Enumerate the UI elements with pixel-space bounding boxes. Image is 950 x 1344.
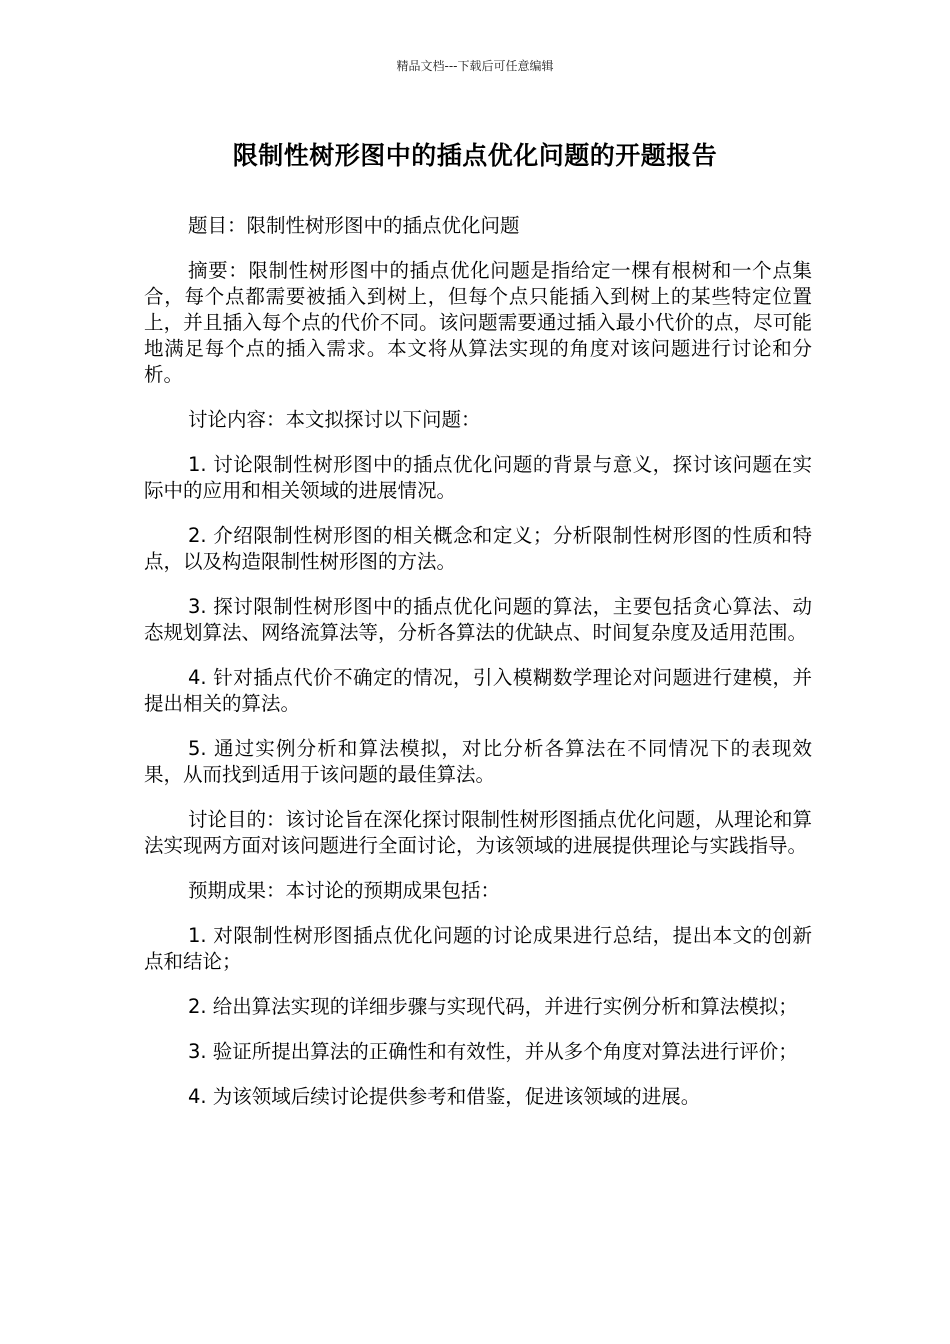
paragraph-content-item-2: 2. 介绍限制性树形图的相关概念和定义；分析限制性树形图的性质和特点，以及构造限制性树形图的方法。 bbox=[144, 524, 812, 573]
paragraph-topic: 题目：限制性树形图中的插点优化问题 bbox=[188, 214, 520, 237]
paragraph-outcome-item-4: 4. 为该领域后续讨论提供参考和借鉴，促进该领域的进展。 bbox=[188, 1085, 701, 1108]
paragraph-content-item-1: 1. 讨论限制性树形图中的插点优化问题的背景与意义，探讨该问题在实际中的应用和相关领域的进展情况。 bbox=[144, 453, 812, 502]
paragraph-outcome-item-2: 2. 给出算法实现的详细步骤与实现代码，并进行实例分析和算法模拟； bbox=[188, 995, 798, 1018]
paragraph-content-item-3: 3. 探讨限制性树形图中的插点优化问题的算法，主要包括贪心算法、动态规划算法、网络流算法等，分析各算法的优缺点、时间复杂度及适用范围。 bbox=[144, 595, 812, 644]
paragraph-content-item-4: 4. 针对插点代价不确定的情况，引入模糊数学理论对问题进行建模，并提出相关的算法。 bbox=[144, 666, 812, 715]
paragraph-purpose: 讨论目的：该讨论旨在深化探讨限制性树形图插点优化问题，从理论和算法实现两方面对该问题进行全面讨论，为该领域的进展提供理论与实践指导。 bbox=[144, 808, 813, 857]
document-title: 限制性树形图中的插点优化问题的开题报告 bbox=[232, 141, 718, 170]
paragraph-content-item-5: 5. 通过实例分析和算法模拟，对比分析各算法在不同情况下的表现效果，从而找到适用于该问题的最佳算法。 bbox=[144, 737, 812, 786]
paragraph-outcome-item-3: 3. 验证所提出算法的正确性和有效性，并从多个角度对算法进行评价； bbox=[188, 1040, 798, 1063]
paragraph-outcomes-heading: 预期成果：本讨论的预期成果包括： bbox=[188, 879, 501, 902]
header-note: 精品文档---下载后可任意编辑 bbox=[396, 59, 554, 73]
paragraph-outcome-item-1: 1. 对限制性树形图插点优化问题的讨论成果进行总结，提出本文的创新点和结论； bbox=[144, 924, 812, 973]
document-body bbox=[144, 213, 812, 1129]
paragraph-abstract: 摘要：限制性树形图中的插点优化问题是指给定一棵有根树和一个点集合，每个点都需要被插入到树上，但每个点只能插入到树上的某些特定位置上，并且插入每个点的代价不同。该问题需要通过插入最小代价的点，尽可能地满足每个点的插入需求。本文将从算法实现的角度对该问题进行讨论和分析。 bbox=[144, 259, 812, 386]
paragraph-content-heading: 讨论内容：本文拟探讨以下问题： bbox=[188, 408, 481, 431]
